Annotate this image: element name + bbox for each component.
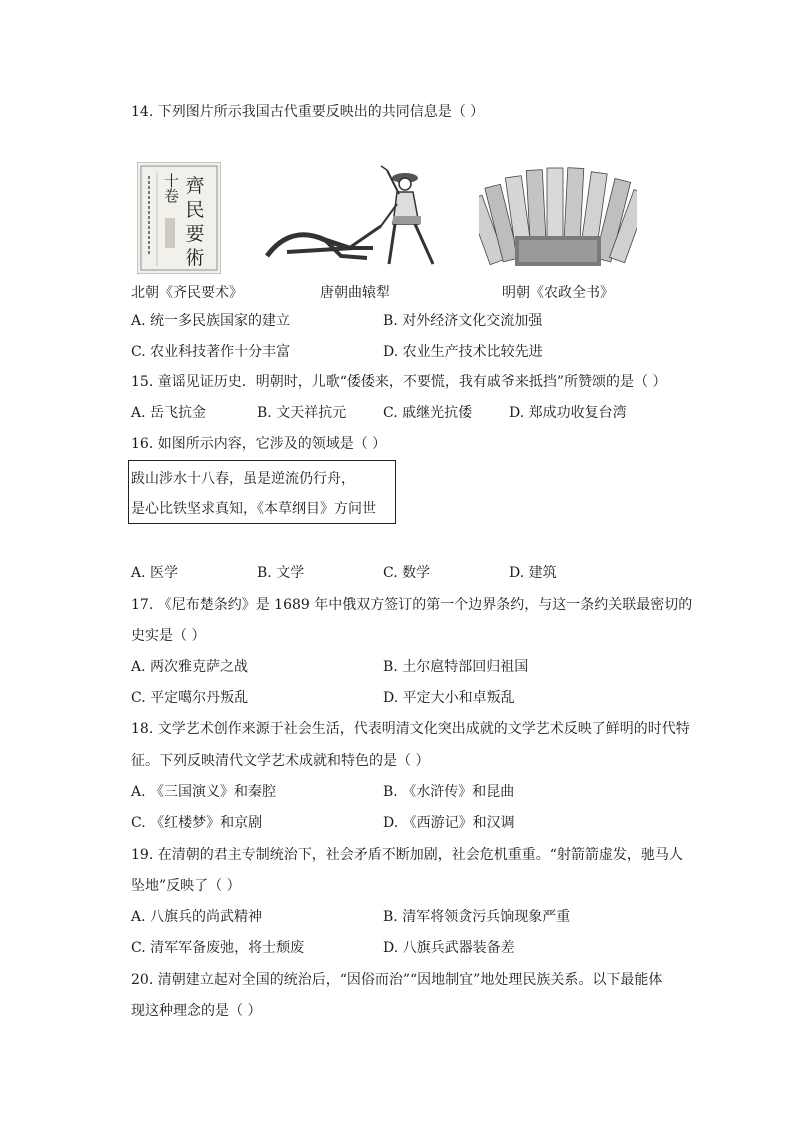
- qimin-yaoshu-book-image: [137, 162, 221, 274]
- q15-option-d[interactable]: D. 郑成功收复台湾: [509, 405, 627, 421]
- q16-option-d[interactable]: D. 建筑: [509, 565, 557, 581]
- q14-option-c[interactable]: C. 农业科技著作十分丰富: [131, 344, 291, 360]
- caption-nongzheng-quanshu: 明朝《农政全书》: [502, 285, 614, 301]
- q17-stem-line-1: 17. 《尼布楚条约》是 1689 年中俄双方签订的第一个边界条约，与这一条约关联最密切的: [131, 597, 693, 613]
- caption-curved-plough: 唐朝曲辕犁: [320, 285, 390, 301]
- q16-option-c[interactable]: C. 数学: [383, 565, 431, 581]
- q17-option-c[interactable]: C. 平定噶尔丹叛乱: [131, 690, 249, 706]
- q19-option-a[interactable]: A. 八旗兵的尚武精神: [131, 909, 263, 925]
- q15-stem: 15. 童谣见证历史．明朝时，儿歌“倭倭来，不要慌，我有戚爷来抵挡”所赞颂的是（ ）: [131, 374, 667, 390]
- q14-option-d[interactable]: D. 农业生产技术比较先进: [383, 344, 543, 360]
- q18-stem-line-1: 18. 文学艺术创作来源于社会生活，代表明清文化突出成就的文学艺术反映了鲜明的时代特: [131, 721, 690, 737]
- q16-poem-line-1: 跋山涉水十八春，虽是逆流仍行舟，: [131, 471, 355, 487]
- q16-stem: 16. 如图所示内容，它涉及的领域是（ ）: [131, 436, 387, 452]
- q16-poem-line-2: 是心比铁坚求真知，《本草纲目》方问世: [131, 501, 376, 517]
- q17-option-b[interactable]: B. 土尔扈特部回归祖国: [383, 659, 529, 675]
- book-title-char-1: 齊: [185, 175, 205, 197]
- q18-option-a[interactable]: A. 《三国演义》和秦腔: [131, 784, 277, 800]
- q17-stem-line-2: 史实是（ ）: [131, 628, 206, 644]
- q14-stem: 14. 下列图片所示我国古代重要反映出的共同信息是（ ）: [131, 104, 485, 120]
- nongzheng-quanshu-books-image: [479, 160, 637, 274]
- q18-option-c[interactable]: C. 《红楼梦》和京剧: [131, 815, 263, 831]
- curved-plough-image: [263, 164, 445, 272]
- q20-stem-line-2: 现这种理念的是（ ）: [131, 1003, 262, 1019]
- q19-option-d[interactable]: D. 八旗兵武器装备差: [383, 940, 515, 956]
- q19-option-b[interactable]: B. 清军将领贪污兵饷现象严重: [383, 909, 571, 925]
- q16-poem-box: [128, 460, 396, 524]
- caption-qimin-yaoshu: 北朝《齐民要术》: [131, 285, 243, 301]
- book-title-char-3: 要: [185, 223, 205, 245]
- q16-option-a[interactable]: A. 医学: [131, 565, 179, 581]
- q20-stem-line-1: 20. 清朝建立起对全国的统治后，“因俗而治”“因地制宜”地处理民族关系。以下最能体: [131, 972, 663, 988]
- q18-option-b[interactable]: B. 《水浒传》和昆曲: [383, 784, 515, 800]
- book-title-char-4: 術: [185, 247, 205, 269]
- q14-option-b[interactable]: B. 对外经济文化交流加强: [383, 313, 543, 329]
- book-volume: 十卷: [162, 173, 180, 203]
- q15-option-b[interactable]: B. 文天祥抗元: [257, 405, 347, 421]
- q15-option-a[interactable]: A. 岳飞抗金: [131, 405, 207, 421]
- book-title-char-2: 民: [185, 199, 205, 221]
- q19-stem-line-2: 坠地”反映了（ ）: [131, 878, 241, 894]
- q17-option-d[interactable]: D. 平定大小和卓叛乱: [383, 690, 515, 706]
- q16-option-b[interactable]: B. 文学: [257, 565, 305, 581]
- q18-option-d[interactable]: D. 《西游记》和汉调: [383, 815, 515, 831]
- q18-stem-line-2: 征。下列反映清代文学艺术成就和特色的是（ ）: [131, 753, 430, 769]
- q19-stem-line-1: 19. 在清朝的君主专制统治下，社会矛盾不断加剧，社会危机重重。“射箭箭虚发，驰马人: [131, 847, 683, 863]
- q15-option-c[interactable]: C. 戚继光抗倭: [383, 405, 473, 421]
- q14-option-a[interactable]: A. 统一多民族国家的建立: [131, 313, 291, 329]
- q19-option-c[interactable]: C. 清军军备废弛，将士颓废: [131, 940, 305, 956]
- q17-option-a[interactable]: A. 两次雅克萨之战: [131, 659, 249, 675]
